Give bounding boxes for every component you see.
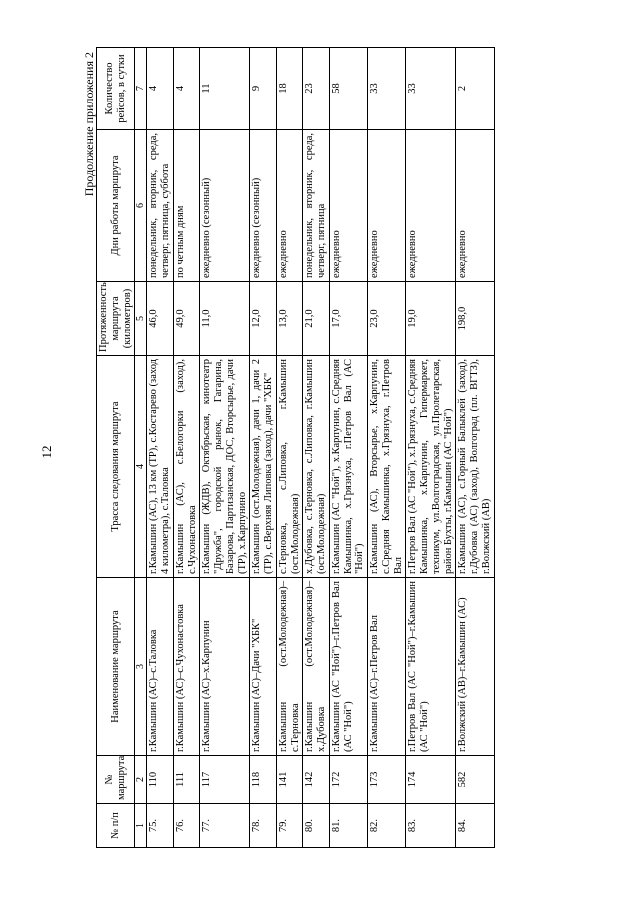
- col-header-operating-days: Дни работы маршрута: [97, 130, 135, 282]
- trips-per-day: 9: [250, 48, 277, 130]
- row-index: 82.: [368, 804, 406, 848]
- operating-days: ежедневно: [406, 130, 456, 282]
- table-row: [456, 48, 494, 848]
- table-row: [406, 48, 456, 848]
- row-index: 81.: [329, 804, 367, 848]
- route-path: х.Дубовка, с.Терновка, с.Липовка, г.Камышин (ост.Молодежная): [303, 356, 330, 578]
- row-index: 77.: [200, 804, 250, 848]
- rotated-document-content: [82, 48, 627, 848]
- row-index: 75.: [147, 804, 174, 848]
- col-number: 1: [135, 804, 147, 848]
- operating-days: ежедневно: [456, 130, 494, 282]
- route-name: г.Камышин (ост.Молодежная)–с.Терновка: [276, 578, 303, 756]
- col-number: 6: [135, 130, 147, 282]
- col-header-trips-per-day: Количество рейсов, в сутки: [97, 48, 135, 130]
- trips-per-day: 4: [147, 48, 174, 130]
- trips-per-day: 11: [200, 48, 250, 130]
- trips-per-day: 18: [276, 48, 303, 130]
- route-name: г.Камышин (АС)–г.Петров Вал: [368, 578, 406, 756]
- route-length: 17,0: [329, 282, 367, 356]
- trips-per-day: 23: [303, 48, 330, 130]
- table-row: [303, 48, 330, 848]
- table-row: [173, 48, 200, 848]
- route-length: 12,0: [250, 282, 277, 356]
- route-name: г.Камышин (АС)–с.Чухонастовка: [173, 578, 200, 756]
- routes-table-body: [147, 48, 494, 848]
- table-row: [250, 48, 277, 848]
- route-length: 19,0: [406, 282, 456, 356]
- route-path: г.Камышин (АС), с.Белогорки (заход), с.Чухонастовка: [173, 356, 200, 578]
- operating-days: ежедневно: [276, 130, 303, 282]
- column-number-row: [135, 48, 147, 848]
- route-name: г.Камышин (АС)–х.Карпунин: [200, 578, 250, 756]
- route-number: 142: [303, 756, 330, 804]
- col-header-route-number: № маршрута: [97, 756, 135, 804]
- route-number: 110: [147, 756, 174, 804]
- route-number: 117: [200, 756, 250, 804]
- col-header-index: № п/п: [97, 804, 135, 848]
- route-name: г.Камышин (ост.Молодежная)–х.Дубовка: [303, 578, 330, 756]
- route-number: 141: [276, 756, 303, 804]
- row-index: 83.: [406, 804, 456, 848]
- table-row: [329, 48, 367, 848]
- route-path: с.Терновка, с.Липовка, г.Камышин (ост.Молодежная): [276, 356, 303, 578]
- route-number: 173: [368, 756, 406, 804]
- route-length: 21,0: [303, 282, 330, 356]
- operating-days: ежедневно: [329, 130, 367, 282]
- table-row: [200, 48, 250, 848]
- operating-days: понедельник, вторник, среда, четверг, пятница: [303, 130, 330, 282]
- page-number: 12: [39, 445, 54, 459]
- row-index: 79.: [276, 804, 303, 848]
- route-number: 174: [406, 756, 456, 804]
- route-path: г.Камышин (АС "Ной"), х.Карпунин, с.Средняя Камышинка, х.Грязнуха, г.Петров Вал (АС "Ной"): [329, 356, 367, 578]
- table-row: [368, 48, 406, 848]
- route-path: г.Камышин (ост.Молодежная), дачи 1, дачи 2 (ТР), с.Верхняя Липовка (заход), дачи "ХБК": [250, 356, 277, 578]
- route-path: г.Камышин (АС), Вторсырье, х.Карпунин, с.Средняя Камышинка, х.Грязнуха, г.Петров Вал: [368, 356, 406, 578]
- operating-days: ежедневно: [368, 130, 406, 282]
- route-length: 11,0: [200, 282, 250, 356]
- row-index: 76.: [173, 804, 200, 848]
- route-length: 198,0: [456, 282, 494, 356]
- route-number: 172: [329, 756, 367, 804]
- col-number: 2: [135, 756, 147, 804]
- row-index: 84.: [456, 804, 494, 848]
- route-length: 23,0: [368, 282, 406, 356]
- trips-per-day: 58: [329, 48, 367, 130]
- trips-per-day: 33: [368, 48, 406, 130]
- route-path: г.Камышин (АС), 13 км (ТР), с.Костарево (заход 4 километра), с.Таловка: [147, 356, 174, 578]
- appendix-note: Продолжение приложения 2: [82, 52, 96, 197]
- operating-days: ежедневно (сезонный): [250, 130, 277, 282]
- operating-days: по четным дням: [173, 130, 200, 282]
- row-index: 78.: [250, 804, 277, 848]
- route-name: г.Камышин (АС)–Дачи "ХБК": [250, 578, 277, 756]
- route-length: 13,0: [276, 282, 303, 356]
- col-number: 7: [135, 48, 147, 130]
- route-name: г.Камышин (АС)–с.Таловка: [147, 578, 174, 756]
- route-name: г.Петров Вал (АС "Ной")–г.Камышин (АС "Ной"): [406, 578, 456, 756]
- route-path: г.Петров Вал (АС "Ной"), х.Грязнуха, с.Средняя Камышинка, х.Карпунин, Гипермаркет, техникум, ул.Волгоградская, ул.Пролетарская, район Бухты, г.Камышин (АС "Ной"): [406, 356, 456, 578]
- route-number: 111: [173, 756, 200, 804]
- routes-table: [96, 47, 495, 848]
- table-row: [276, 48, 303, 848]
- operating-days: ежедневно (сезонный): [200, 130, 250, 282]
- route-number: 582: [456, 756, 494, 804]
- row-index: 80.: [303, 804, 330, 848]
- route-length: 49,0: [173, 282, 200, 356]
- route-number: 118: [250, 756, 277, 804]
- route-path: г.Камышин (ЖДВ), Октябрьская, кинотеатр "Дружба", городской рынок, Гагарина, Базарова, Партизанская, ДОС, Вторсырье, дачи (ТР), х.Карпунино: [200, 356, 250, 578]
- route-path: г.Камышин (АС), с.Горный Балыклей (заход), г.Дубовка (АС) (заход), Волгоград (пл. ВГТЗ), г.Волжский (АВ): [456, 356, 494, 578]
- operating-days: понедельник, вторник, среда, четверг, пятница, суббота: [147, 130, 174, 282]
- col-header-route-name: Наименование маршрута: [97, 578, 135, 756]
- trips-per-day: 33: [406, 48, 456, 130]
- trips-per-day: 2: [456, 48, 494, 130]
- table-row: [147, 48, 174, 848]
- route-length: 46,0: [147, 282, 174, 356]
- col-header-route-length: Протяженность маршрута (километров): [97, 282, 135, 356]
- col-number: 5: [135, 282, 147, 356]
- route-name: г.Волжский (АВ)–г.Камышин (АС): [456, 578, 494, 756]
- table-header-row: [97, 48, 135, 848]
- col-number: 3: [135, 578, 147, 756]
- col-header-route-path: Трасса следования маршрута: [97, 356, 135, 578]
- trips-per-day: 4: [173, 48, 200, 130]
- col-number: 4: [135, 356, 147, 578]
- route-name: г.Камышин (АС "Ной")–г.Петров Вал (АС "Ной"): [329, 578, 367, 756]
